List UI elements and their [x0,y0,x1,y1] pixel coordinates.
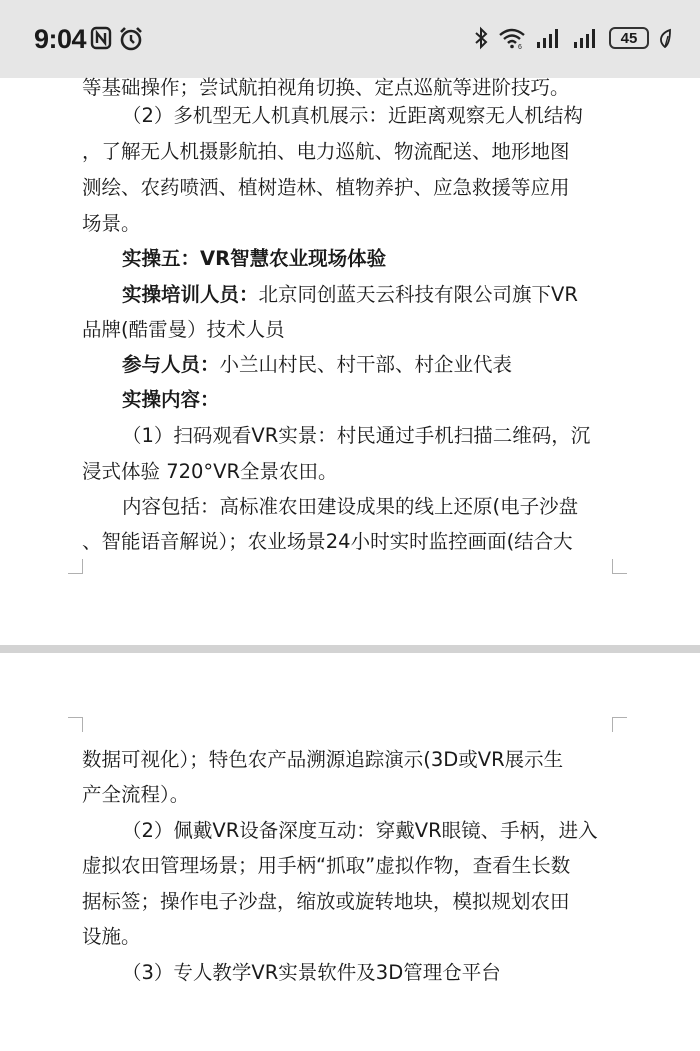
text-line: 品牌(酷雷曼）技术人员 [82,318,285,341]
battery-icon: 45 [609,27,649,49]
document-page-2 [0,653,700,1051]
signal-icon [572,27,600,49]
wifi-icon [498,27,526,49]
document-page-1 [0,78,700,645]
page-separator [0,645,700,653]
leaf-icon [658,28,672,48]
field-value: 小兰山村民、村干部、村企业代表 [219,353,513,376]
text-line: 测绘、农药喷洒、植树造林、植物养护、应急救援等应用 [82,176,570,199]
text-line [122,277,578,313]
page-corner-mark [612,559,627,574]
status-right-icons [473,26,672,50]
page-corner-mark [68,717,83,732]
bluetooth-icon [473,26,489,50]
section-heading: 实操五：VR智慧农业现场体验 [122,247,387,270]
status-bar [0,0,700,78]
text-line: 虚拟农田管理场景；用手柄“抓取”虚拟作物，查看生长数 [82,854,571,877]
signal-icon [535,27,563,49]
text-line: 等基础操作；尝试航拍视角切换、定点巡航等进阶技巧。 [82,76,570,99]
page-corner-mark [612,717,627,732]
status-left-icons [90,26,144,52]
text-line: （2）多机型无人机真机展示：近距离观察无人机结构 [122,104,583,127]
page-corner-mark [68,559,83,574]
nfc-icon [90,26,112,50]
text-line: 内容包括：高标准农田建设成果的线上还原(电子沙盘 [122,495,579,518]
svg-text:6: 6 [518,44,522,49]
text-line: （2）佩戴VR设备深度互动：穿戴VR眼镜、手柄，进入 [122,819,598,842]
text-line: （3）专人教学VR实景软件及3D管理仓平台 [122,961,501,984]
text-line: 据标签；操作电子沙盘，缩放或旋转地块，模拟规划农田 [82,890,570,913]
alarm-icon [118,26,144,52]
field-label: 参与人员： [122,353,220,376]
text-line: （1）扫码观看VR实景：村民通过手机扫描二维码，沉 [122,424,591,447]
text-line: 数据可视化）；特色农产品溯源追踪演示(3D或VR展示生 [82,748,564,771]
text-line: 、智能语音解说）；农业场景24小时实时监控画面(结合大 [82,530,573,553]
text-line: 设施。 [82,925,141,948]
text-line: 产全流程）。 [82,783,190,806]
text-line: ，了解无人机摄影航拍、电力巡航、物流配送、地形地图 [82,140,570,163]
text-line: 场景。 [82,212,141,235]
field-label: 实操培训人员： [122,283,259,306]
field-label: 实操内容： [122,388,220,411]
field-value: 北京同创蓝天云科技有限公司旗下VR [258,283,578,306]
status-time: 9:04 [34,24,87,54]
text-line [122,347,512,383]
text-line: 浸式体验 720°VR全景农田。 [82,460,338,483]
